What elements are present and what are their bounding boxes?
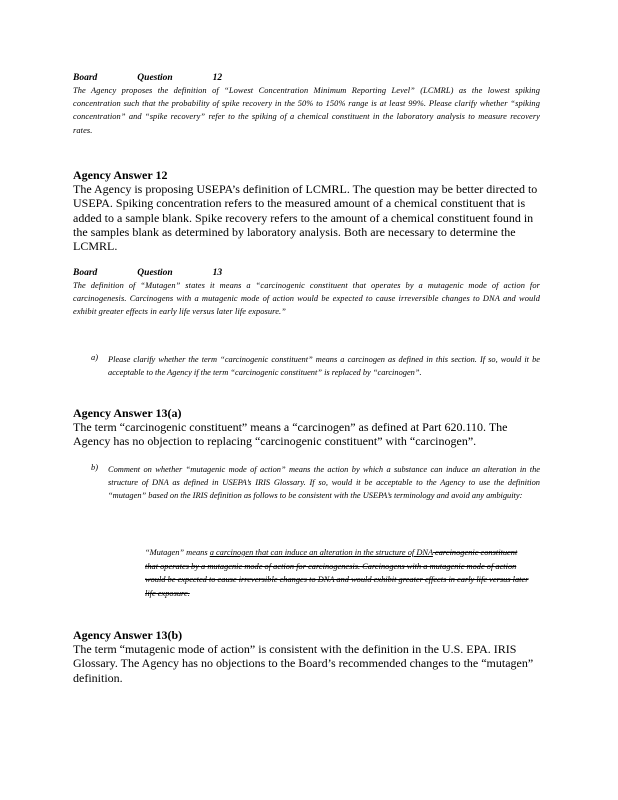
subquestion-b-text: Comment on whether “mutagenic mode of action” means the action by which a substance can induce an alteration in the structure of DNA as defined in USEPA’s IRIS Glossary. If so, would it be acceptable to the Agency to use the definition “mutagen” based on the IRIS definition as follows to be consistent with the USEPA’s terminology and avoid any ambiguity: xyxy=(108,465,540,501)
definition-inserted-text: a carcinogen that can induce an alteration in the structure of DNA xyxy=(209,548,433,557)
subquestion-a-text: Please clarify whether the term “carcinogenic constituent” means a carcinogen as defined in this section. If so, would it be acceptable to the Agency if the term “carcinogenic constituent” is replaced by “carcinogen”. xyxy=(108,355,540,378)
board-question-12 xyxy=(73,73,540,137)
board-question-12-text: The Agency proposes the definition of “Lowest Concentration Minimum Reporting Level” (LCMRL) as the lowest spiking concentration such that the probability of spike recovery in the 50% to 150% range is at least 99%. Please clarify whether “spiking concentration” and “spike recovery” refer to the spiking of a chemical constituent in the laboratory analysis to measure recovery rates. xyxy=(73,86,540,135)
board-question-12-title: Board Question 12 xyxy=(73,73,223,83)
board-question-13-title: Board Question 13 xyxy=(73,268,223,278)
definition-deleted-text: carcinogenesis. Carcinogens with a mutagenic mode of action would be expected to cause irreversible changes to DNA and would exhibit greater effects in early life versus later life exposure. xyxy=(145,561,529,598)
subquestion-a-label: a) xyxy=(91,353,98,362)
agency-answer-13a-heading: Agency Answer 13(a) xyxy=(73,406,182,420)
board-question-13-text: The definition of “Mutagen” states it means a “carcinogenic constituent that operates by a mutagenic mode of action for carcinogenesis. Carcinogens with a mutagenic mode of action would be expected to cause irreversible changes to DNA and would exhibit greater effects in early life versus later life exposure.” xyxy=(73,281,540,317)
definition-lead: “Mutagen” means xyxy=(145,548,210,557)
definition-middle-text: carcinogenic constituent that operates by a mutagenic mode of action for xyxy=(145,548,518,571)
agency-answer-13b-text: The term “mutagenic mode of action” is consistent with the definition in the U.S. EPA. IRIS Glossary. The Agency has no objections to the Board’s recommended changes to the “mutagen” definition. xyxy=(73,642,534,685)
agency-answer-13a-text: The term “carcinogenic constituent” means a “carcinogen” as defined at Part 620.110. The Agency has no objection to replacing “carcinogenic constituent” with “carcinogen”. xyxy=(73,420,508,449)
mutagen-definition xyxy=(145,546,530,600)
agency-answer-12-heading: Agency Answer 12 xyxy=(73,168,168,182)
agency-answer-12 xyxy=(73,168,546,253)
agency-answer-12-text: The Agency is proposing USEPA’s definition of LCMRL. The question may be better directed to USEPA. Spiking concentration refers to the measured amount of a chemical constituent that is added to a sample blank. Spike recovery refers to the amount of a chemical constituent found in the samples blank as determined by laboratory analysis. Both are necessary to determine the LCMRL. xyxy=(73,182,538,254)
agency-answer-13b xyxy=(73,628,546,685)
agency-answer-13a xyxy=(73,406,546,449)
subquestion-b-label: b) xyxy=(91,463,98,472)
agency-answer-13b-heading: Agency Answer 13(b) xyxy=(73,628,183,642)
board-question-13 xyxy=(73,268,540,319)
